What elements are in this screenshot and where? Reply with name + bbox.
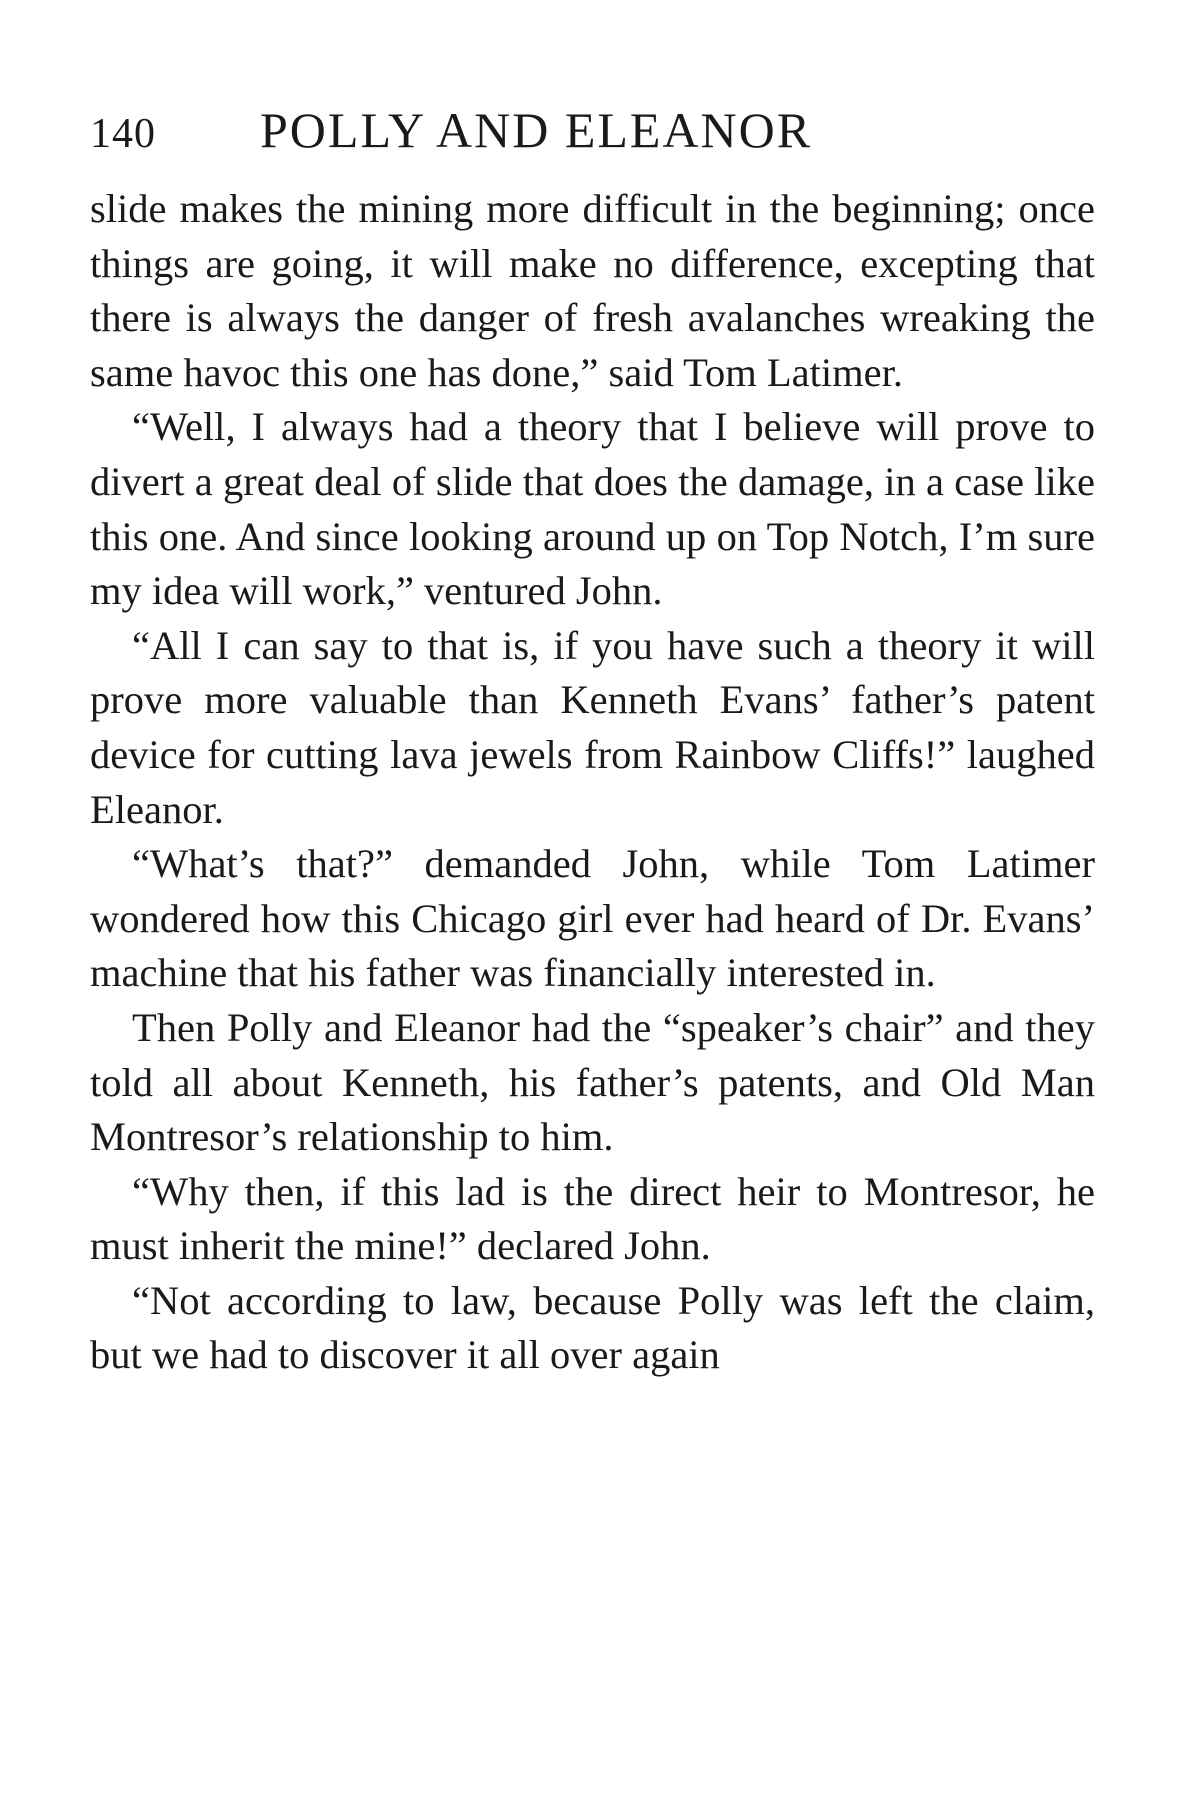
paragraph-7: “Not according to law, because Polly was left the claim, but we had to discover it all over again xyxy=(90,1277,1095,1378)
body-text xyxy=(90,182,1095,1383)
paragraph-3: “All I can say to that is, if you have such a theory it will prove more valuable than Kenneth Evans’ father’s patent device for cutting lava jewels from Rainbow Cliffs!” laughed Eleanor. xyxy=(90,622,1095,832)
paragraph-2: “Well, I always had a theory that I believe will prove to divert a great deal of slide that does the damage, in a case like this one. And since looking around up on Top Notch, I’m sure my idea will work,” ventured John. xyxy=(90,404,1095,614)
book-title: POLLY AND ELEANOR xyxy=(260,102,813,158)
paragraph-1: slide makes the mining more difficult in the beginning; once things are going, it will make no difference, excepting that there is always the danger of fresh avalanches wreaking the same havoc this one has done,” said Tom Latimer. xyxy=(90,186,1095,395)
page-number: 140 xyxy=(90,111,156,157)
paragraph-5: Then Polly and Eleanor had the “speaker’s chair” and they told all about Kenneth, his father’s patents, and Old Man Montresor’s relationship to him. xyxy=(90,1004,1095,1160)
book-page xyxy=(90,100,1095,1383)
running-head xyxy=(90,100,1095,164)
paragraph-4: “What’s that?” demanded John, while Tom Latimer wondered how this Chicago girl ever had heard of Dr. Evans’ machine that his father was financially interested in. xyxy=(90,841,1095,996)
paragraph-6: “Why then, if this lad is the direct heir to Montresor, he must inherit the mine!” declared John. xyxy=(90,1168,1095,1269)
